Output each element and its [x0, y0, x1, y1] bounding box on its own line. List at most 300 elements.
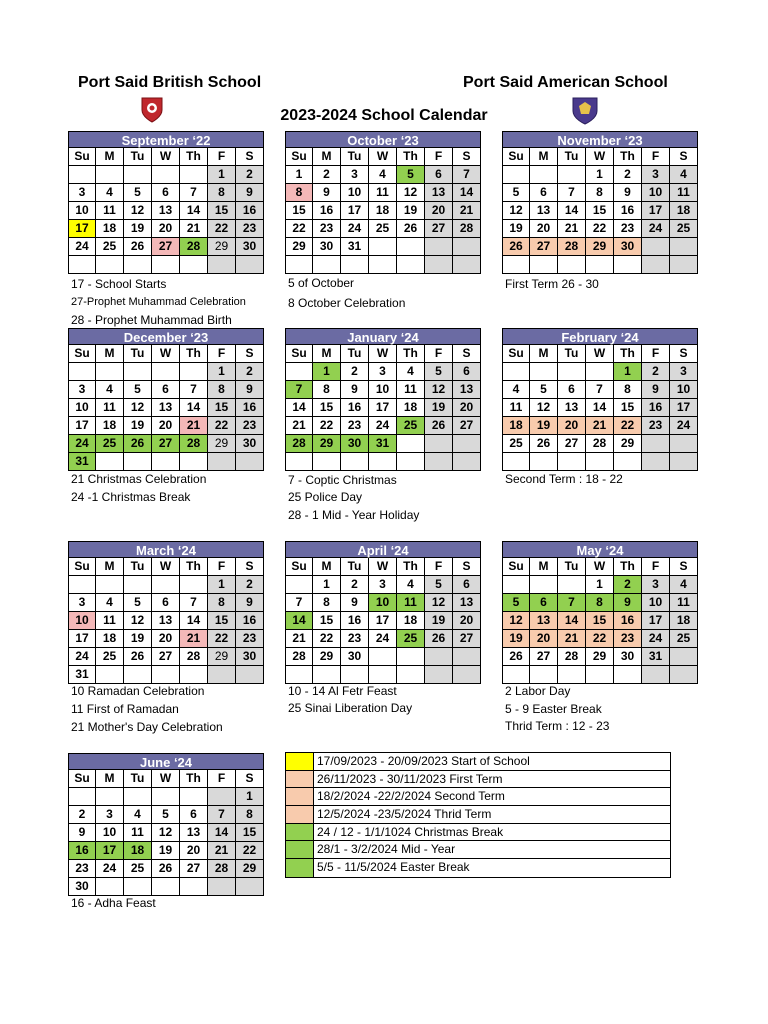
- day-cell[interactable]: 7: [180, 184, 208, 202]
- day-cell[interactable]: 30: [341, 648, 369, 666]
- day-cell[interactable]: 13: [453, 381, 481, 399]
- day-cell[interactable]: 26: [425, 417, 453, 435]
- day-cell[interactable]: 27: [453, 630, 481, 648]
- day-cell[interactable]: 16: [236, 612, 264, 630]
- day-cell[interactable]: 19: [124, 417, 152, 435]
- day-cell[interactable]: 16: [341, 399, 369, 417]
- day-cell[interactable]: 27: [558, 435, 586, 453]
- day-cell[interactable]: 5: [502, 594, 530, 612]
- day-cell[interactable]: 7: [285, 594, 313, 612]
- day-cell[interactable]: 8: [208, 381, 236, 399]
- day-cell[interactable]: 28: [208, 860, 236, 878]
- day-cell[interactable]: 28: [180, 648, 208, 666]
- day-cell[interactable]: 2: [614, 166, 642, 184]
- day-cell[interactable]: 28: [558, 648, 586, 666]
- day-cell[interactable]: 9: [236, 381, 264, 399]
- day-cell[interactable]: 24: [68, 648, 96, 666]
- day-cell[interactable]: 26: [152, 860, 180, 878]
- day-cell[interactable]: 25: [397, 417, 425, 435]
- day-cell[interactable]: 18: [124, 842, 152, 860]
- day-cell[interactable]: 1: [208, 363, 236, 381]
- day-cell[interactable]: 19: [530, 417, 558, 435]
- day-cell[interactable]: 8: [208, 184, 236, 202]
- day-cell[interactable]: 28: [180, 238, 208, 256]
- day-cell[interactable]: 23: [68, 860, 96, 878]
- day-cell[interactable]: 15: [586, 612, 614, 630]
- day-cell[interactable]: 9: [614, 594, 642, 612]
- day-cell[interactable]: 26: [124, 648, 152, 666]
- day-cell[interactable]: 16: [642, 399, 670, 417]
- day-cell[interactable]: 26: [502, 648, 530, 666]
- day-cell[interactable]: 14: [558, 202, 586, 220]
- day-cell[interactable]: 15: [285, 202, 313, 220]
- day-cell[interactable]: 12: [502, 202, 530, 220]
- day-cell[interactable]: 10: [369, 594, 397, 612]
- day-cell[interactable]: 13: [530, 202, 558, 220]
- day-cell[interactable]: 28: [285, 435, 313, 453]
- day-cell[interactable]: 1: [208, 576, 236, 594]
- day-cell[interactable]: 9: [341, 594, 369, 612]
- day-cell[interactable]: 25: [96, 648, 124, 666]
- day-cell[interactable]: 22: [208, 417, 236, 435]
- day-cell[interactable]: 27: [152, 435, 180, 453]
- day-cell[interactable]: 20: [425, 202, 453, 220]
- day-cell[interactable]: 14: [285, 399, 313, 417]
- day-cell[interactable]: 21: [558, 220, 586, 238]
- day-cell[interactable]: 31: [341, 238, 369, 256]
- day-cell[interactable]: 8: [208, 594, 236, 612]
- day-cell[interactable]: 4: [96, 594, 124, 612]
- day-cell[interactable]: 10: [670, 381, 698, 399]
- day-cell[interactable]: 4: [397, 576, 425, 594]
- day-cell[interactable]: 22: [208, 220, 236, 238]
- day-cell[interactable]: 3: [68, 381, 96, 399]
- day-cell[interactable]: 23: [236, 630, 264, 648]
- day-cell[interactable]: 29: [313, 435, 341, 453]
- day-cell[interactable]: 13: [152, 202, 180, 220]
- day-cell[interactable]: 28: [558, 238, 586, 256]
- day-cell[interactable]: 4: [670, 166, 698, 184]
- day-cell[interactable]: 10: [642, 594, 670, 612]
- day-cell[interactable]: 16: [236, 399, 264, 417]
- day-cell[interactable]: 2: [614, 576, 642, 594]
- day-cell[interactable]: 27: [530, 238, 558, 256]
- day-cell[interactable]: 12: [530, 399, 558, 417]
- day-cell[interactable]: 16: [614, 202, 642, 220]
- day-cell[interactable]: 1: [586, 576, 614, 594]
- day-cell[interactable]: 2: [236, 363, 264, 381]
- day-cell[interactable]: 3: [68, 594, 96, 612]
- day-cell[interactable]: 4: [369, 166, 397, 184]
- day-cell[interactable]: 14: [285, 612, 313, 630]
- day-cell[interactable]: 2: [236, 576, 264, 594]
- day-cell[interactable]: 30: [341, 435, 369, 453]
- day-cell[interactable]: 21: [558, 630, 586, 648]
- day-cell[interactable]: 30: [614, 648, 642, 666]
- day-cell[interactable]: 11: [96, 202, 124, 220]
- day-cell[interactable]: 21: [208, 842, 236, 860]
- day-cell[interactable]: 13: [152, 612, 180, 630]
- day-cell[interactable]: 17: [642, 202, 670, 220]
- day-cell[interactable]: 1: [586, 166, 614, 184]
- day-cell[interactable]: 27: [530, 648, 558, 666]
- day-cell[interactable]: 16: [614, 612, 642, 630]
- day-cell[interactable]: 10: [341, 184, 369, 202]
- day-cell[interactable]: 11: [96, 399, 124, 417]
- day-cell[interactable]: 6: [425, 166, 453, 184]
- day-cell[interactable]: 6: [152, 381, 180, 399]
- day-cell[interactable]: 13: [180, 824, 208, 842]
- day-cell[interactable]: 23: [642, 417, 670, 435]
- day-cell[interactable]: 9: [642, 381, 670, 399]
- day-cell[interactable]: 22: [313, 630, 341, 648]
- day-cell[interactable]: 7: [558, 184, 586, 202]
- day-cell[interactable]: 22: [285, 220, 313, 238]
- day-cell[interactable]: 20: [530, 630, 558, 648]
- day-cell[interactable]: 6: [180, 806, 208, 824]
- day-cell[interactable]: 4: [124, 806, 152, 824]
- day-cell[interactable]: 23: [341, 417, 369, 435]
- day-cell[interactable]: 16: [341, 612, 369, 630]
- day-cell[interactable]: 18: [96, 220, 124, 238]
- day-cell[interactable]: 31: [642, 648, 670, 666]
- day-cell[interactable]: 21: [180, 220, 208, 238]
- day-cell[interactable]: 22: [313, 417, 341, 435]
- day-cell[interactable]: 3: [369, 363, 397, 381]
- day-cell[interactable]: 20: [530, 220, 558, 238]
- day-cell[interactable]: 25: [670, 630, 698, 648]
- day-cell[interactable]: 7: [180, 381, 208, 399]
- day-cell[interactable]: 26: [397, 220, 425, 238]
- day-cell[interactable]: 20: [558, 417, 586, 435]
- day-cell[interactable]: 26: [502, 238, 530, 256]
- day-cell[interactable]: 5: [152, 806, 180, 824]
- day-cell[interactable]: 29: [208, 648, 236, 666]
- day-cell[interactable]: 25: [670, 220, 698, 238]
- day-cell[interactable]: 5: [397, 166, 425, 184]
- day-cell[interactable]: 25: [369, 220, 397, 238]
- day-cell[interactable]: 30: [313, 238, 341, 256]
- day-cell[interactable]: 29: [313, 648, 341, 666]
- day-cell[interactable]: 29: [586, 648, 614, 666]
- day-cell[interactable]: 15: [313, 612, 341, 630]
- day-cell[interactable]: 24: [642, 630, 670, 648]
- day-cell[interactable]: 11: [670, 184, 698, 202]
- day-cell[interactable]: 11: [124, 824, 152, 842]
- day-cell[interactable]: 18: [670, 202, 698, 220]
- day-cell[interactable]: 1: [285, 166, 313, 184]
- day-cell[interactable]: 10: [642, 184, 670, 202]
- day-cell[interactable]: 22: [586, 220, 614, 238]
- day-cell[interactable]: 15: [614, 399, 642, 417]
- day-cell[interactable]: 3: [68, 184, 96, 202]
- day-cell[interactable]: 1: [313, 576, 341, 594]
- day-cell[interactable]: 26: [124, 435, 152, 453]
- day-cell[interactable]: 19: [425, 399, 453, 417]
- day-cell[interactable]: 5: [530, 381, 558, 399]
- day-cell[interactable]: 18: [96, 630, 124, 648]
- day-cell[interactable]: 12: [152, 824, 180, 842]
- day-cell[interactable]: 22: [586, 630, 614, 648]
- day-cell[interactable]: 4: [96, 381, 124, 399]
- day-cell[interactable]: 9: [236, 594, 264, 612]
- day-cell[interactable]: 2: [642, 363, 670, 381]
- day-cell[interactable]: 15: [208, 399, 236, 417]
- day-cell[interactable]: 24: [96, 860, 124, 878]
- day-cell[interactable]: 23: [236, 220, 264, 238]
- day-cell[interactable]: 4: [670, 576, 698, 594]
- day-cell[interactable]: 10: [68, 399, 96, 417]
- day-cell[interactable]: 13: [152, 399, 180, 417]
- day-cell[interactable]: 16: [236, 202, 264, 220]
- day-cell[interactable]: 13: [530, 612, 558, 630]
- day-cell[interactable]: 24: [68, 238, 96, 256]
- day-cell[interactable]: 5: [124, 594, 152, 612]
- day-cell[interactable]: 6: [453, 576, 481, 594]
- day-cell[interactable]: 2: [313, 166, 341, 184]
- day-cell[interactable]: 18: [397, 612, 425, 630]
- day-cell[interactable]: 26: [425, 630, 453, 648]
- day-cell[interactable]: 27: [152, 238, 180, 256]
- day-cell[interactable]: 25: [96, 435, 124, 453]
- day-cell[interactable]: 8: [586, 184, 614, 202]
- day-cell[interactable]: 19: [152, 842, 180, 860]
- day-cell[interactable]: 27: [425, 220, 453, 238]
- day-cell[interactable]: 25: [502, 435, 530, 453]
- day-cell[interactable]: 19: [124, 630, 152, 648]
- day-cell[interactable]: 12: [124, 202, 152, 220]
- day-cell[interactable]: 29: [208, 435, 236, 453]
- day-cell[interactable]: 17: [68, 417, 96, 435]
- day-cell[interactable]: 5: [124, 381, 152, 399]
- day-cell[interactable]: 11: [96, 612, 124, 630]
- day-cell[interactable]: 6: [558, 381, 586, 399]
- day-cell[interactable]: 14: [453, 184, 481, 202]
- day-cell[interactable]: 6: [530, 184, 558, 202]
- day-cell[interactable]: 4: [397, 363, 425, 381]
- day-cell[interactable]: 11: [397, 381, 425, 399]
- day-cell[interactable]: 7: [208, 806, 236, 824]
- day-cell[interactable]: 9: [313, 184, 341, 202]
- day-cell[interactable]: 23: [236, 417, 264, 435]
- day-cell[interactable]: 21: [285, 417, 313, 435]
- day-cell[interactable]: 17: [670, 399, 698, 417]
- day-cell[interactable]: 13: [558, 399, 586, 417]
- day-cell[interactable]: 27: [453, 417, 481, 435]
- day-cell[interactable]: 8: [313, 381, 341, 399]
- day-cell[interactable]: 25: [96, 238, 124, 256]
- day-cell[interactable]: 24: [341, 220, 369, 238]
- day-cell[interactable]: 28: [453, 220, 481, 238]
- day-cell[interactable]: 21: [453, 202, 481, 220]
- day-cell[interactable]: 11: [369, 184, 397, 202]
- day-cell[interactable]: 12: [397, 184, 425, 202]
- day-cell[interactable]: 6: [453, 363, 481, 381]
- day-cell[interactable]: 28: [586, 435, 614, 453]
- day-cell[interactable]: 28: [180, 435, 208, 453]
- day-cell[interactable]: 30: [236, 435, 264, 453]
- day-cell[interactable]: 29: [285, 238, 313, 256]
- day-cell[interactable]: 10: [96, 824, 124, 842]
- day-cell[interactable]: 19: [502, 220, 530, 238]
- day-cell[interactable]: 8: [285, 184, 313, 202]
- day-cell[interactable]: 3: [369, 576, 397, 594]
- day-cell[interactable]: 7: [285, 381, 313, 399]
- day-cell[interactable]: 15: [208, 202, 236, 220]
- day-cell[interactable]: 20: [152, 220, 180, 238]
- day-cell[interactable]: 30: [614, 238, 642, 256]
- day-cell[interactable]: 4: [96, 184, 124, 202]
- day-cell[interactable]: 11: [670, 594, 698, 612]
- day-cell[interactable]: 19: [502, 630, 530, 648]
- day-cell[interactable]: 2: [68, 806, 96, 824]
- day-cell[interactable]: 9: [68, 824, 96, 842]
- day-cell[interactable]: 12: [124, 399, 152, 417]
- day-cell[interactable]: 24: [369, 417, 397, 435]
- day-cell[interactable]: 23: [341, 630, 369, 648]
- day-cell[interactable]: 14: [180, 202, 208, 220]
- day-cell[interactable]: 25: [397, 630, 425, 648]
- day-cell[interactable]: 21: [180, 417, 208, 435]
- day-cell[interactable]: 26: [124, 238, 152, 256]
- day-cell[interactable]: 17: [369, 612, 397, 630]
- day-cell[interactable]: 1: [208, 166, 236, 184]
- day-cell[interactable]: 3: [642, 166, 670, 184]
- day-cell[interactable]: 15: [236, 824, 264, 842]
- day-cell[interactable]: 20: [152, 417, 180, 435]
- day-cell[interactable]: 24: [68, 435, 96, 453]
- day-cell[interactable]: 18: [502, 417, 530, 435]
- day-cell[interactable]: 27: [152, 648, 180, 666]
- day-cell[interactable]: 17: [68, 630, 96, 648]
- day-cell[interactable]: 11: [502, 399, 530, 417]
- day-cell[interactable]: 21: [180, 630, 208, 648]
- day-cell[interactable]: 30: [236, 238, 264, 256]
- day-cell[interactable]: 18: [670, 612, 698, 630]
- day-cell[interactable]: 9: [341, 381, 369, 399]
- day-cell[interactable]: 24: [670, 417, 698, 435]
- day-cell[interactable]: 24: [369, 630, 397, 648]
- day-cell[interactable]: 1: [236, 788, 264, 806]
- day-cell[interactable]: 18: [369, 202, 397, 220]
- day-cell[interactable]: 5: [124, 184, 152, 202]
- day-cell[interactable]: 3: [96, 806, 124, 824]
- day-cell[interactable]: 27: [180, 860, 208, 878]
- day-cell[interactable]: 29: [586, 238, 614, 256]
- day-cell[interactable]: 1: [313, 363, 341, 381]
- day-cell[interactable]: 10: [68, 612, 96, 630]
- day-cell[interactable]: 5: [502, 184, 530, 202]
- day-cell[interactable]: 9: [236, 184, 264, 202]
- day-cell[interactable]: 9: [614, 184, 642, 202]
- day-cell[interactable]: 20: [453, 399, 481, 417]
- day-cell[interactable]: 19: [425, 612, 453, 630]
- day-cell[interactable]: 8: [586, 594, 614, 612]
- day-cell[interactable]: 25: [124, 860, 152, 878]
- day-cell[interactable]: 17: [96, 842, 124, 860]
- day-cell[interactable]: 20: [453, 612, 481, 630]
- day-cell[interactable]: 8: [236, 806, 264, 824]
- day-cell[interactable]: 14: [180, 399, 208, 417]
- day-cell[interactable]: 14: [586, 399, 614, 417]
- day-cell[interactable]: 22: [236, 842, 264, 860]
- day-cell[interactable]: 14: [180, 612, 208, 630]
- day-cell[interactable]: 31: [68, 666, 96, 684]
- day-cell[interactable]: 26: [530, 435, 558, 453]
- day-cell[interactable]: 7: [586, 381, 614, 399]
- day-cell[interactable]: 14: [208, 824, 236, 842]
- day-cell[interactable]: 23: [313, 220, 341, 238]
- day-cell[interactable]: 20: [180, 842, 208, 860]
- day-cell[interactable]: 23: [614, 220, 642, 238]
- day-cell[interactable]: 30: [68, 878, 96, 896]
- day-cell[interactable]: 12: [425, 381, 453, 399]
- day-cell[interactable]: 30: [236, 648, 264, 666]
- day-cell[interactable]: 16: [68, 842, 96, 860]
- day-cell[interactable]: 21: [285, 630, 313, 648]
- day-cell[interactable]: 3: [670, 363, 698, 381]
- day-cell[interactable]: 14: [558, 612, 586, 630]
- day-cell[interactable]: 17: [341, 202, 369, 220]
- day-cell[interactable]: 23: [614, 630, 642, 648]
- day-cell[interactable]: 22: [614, 417, 642, 435]
- day-cell[interactable]: 6: [530, 594, 558, 612]
- day-cell[interactable]: 19: [124, 220, 152, 238]
- day-cell[interactable]: 13: [425, 184, 453, 202]
- day-cell[interactable]: 15: [586, 202, 614, 220]
- day-cell[interactable]: 5: [425, 363, 453, 381]
- day-cell[interactable]: 7: [453, 166, 481, 184]
- day-cell[interactable]: 29: [208, 238, 236, 256]
- day-cell[interactable]: 7: [558, 594, 586, 612]
- day-cell[interactable]: 15: [313, 399, 341, 417]
- day-cell[interactable]: 16: [313, 202, 341, 220]
- day-cell[interactable]: 29: [236, 860, 264, 878]
- day-cell[interactable]: 22: [208, 630, 236, 648]
- day-cell[interactable]: 17: [369, 399, 397, 417]
- day-cell[interactable]: 18: [397, 399, 425, 417]
- day-cell[interactable]: 20: [152, 630, 180, 648]
- day-cell[interactable]: 5: [425, 576, 453, 594]
- day-cell[interactable]: 21: [586, 417, 614, 435]
- day-cell[interactable]: 11: [397, 594, 425, 612]
- day-cell[interactable]: 12: [425, 594, 453, 612]
- day-cell[interactable]: 12: [502, 612, 530, 630]
- day-cell[interactable]: 8: [313, 594, 341, 612]
- day-cell[interactable]: 17: [68, 220, 96, 238]
- day-cell[interactable]: 17: [642, 612, 670, 630]
- day-cell[interactable]: 19: [397, 202, 425, 220]
- day-cell[interactable]: 3: [642, 576, 670, 594]
- day-cell[interactable]: 31: [369, 435, 397, 453]
- day-cell[interactable]: 3: [341, 166, 369, 184]
- day-cell[interactable]: 6: [152, 184, 180, 202]
- day-cell[interactable]: 10: [369, 381, 397, 399]
- day-cell[interactable]: 7: [180, 594, 208, 612]
- day-cell[interactable]: 13: [453, 594, 481, 612]
- day-cell[interactable]: 24: [642, 220, 670, 238]
- day-cell[interactable]: 8: [614, 381, 642, 399]
- day-cell[interactable]: 15: [208, 612, 236, 630]
- day-cell[interactable]: 4: [502, 381, 530, 399]
- day-cell[interactable]: 10: [68, 202, 96, 220]
- day-cell[interactable]: 1: [614, 363, 642, 381]
- day-cell[interactable]: 2: [341, 576, 369, 594]
- day-cell[interactable]: 12: [124, 612, 152, 630]
- day-cell[interactable]: 29: [614, 435, 642, 453]
- day-cell[interactable]: 2: [341, 363, 369, 381]
- day-cell[interactable]: 31: [68, 453, 96, 471]
